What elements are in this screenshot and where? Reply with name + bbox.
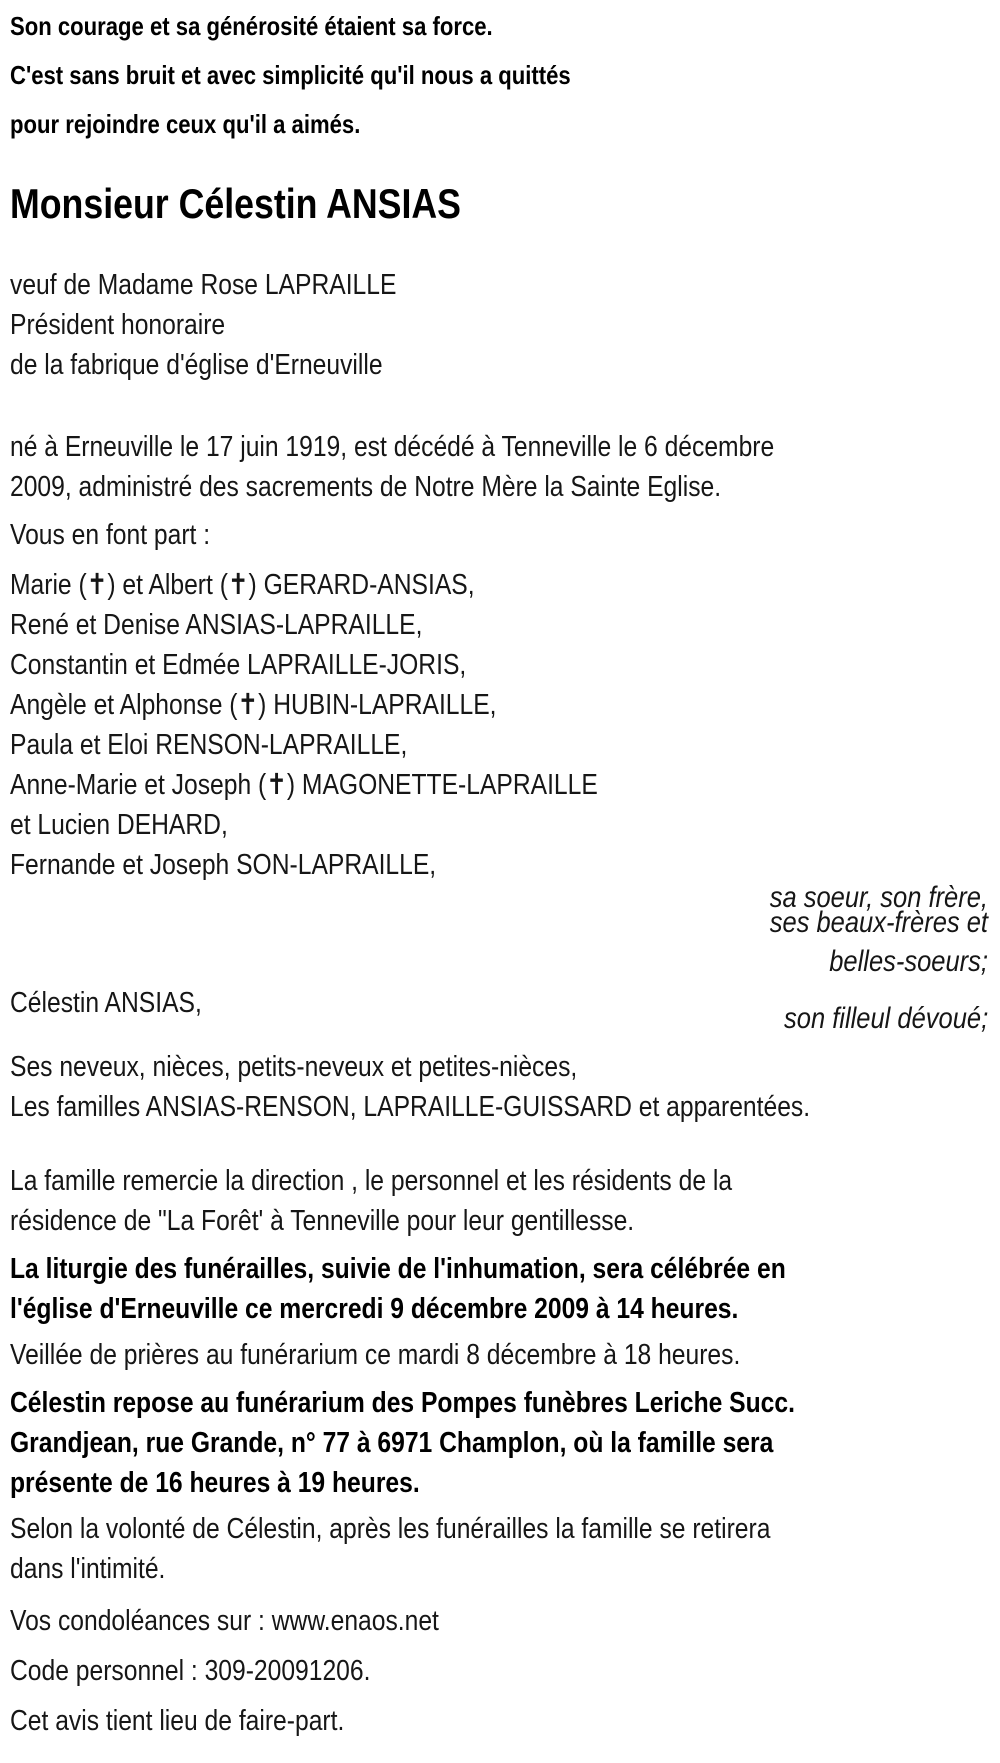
repose-line: Grandjean, rue Grande, n° 77 à 6971 Champlon, où la famille sera: [10, 1427, 774, 1459]
life-line: né à Erneuville le 17 juin 1919, est décédé à Tenneville le 6 décembre: [10, 431, 775, 463]
vigil-line: Veillée de prières au funérarium ce mardi 8 décembre à 18 heures.: [10, 1339, 741, 1371]
life-line: 2009, administré des sacrements de Notre Mère la Sainte Eglise.: [10, 471, 722, 503]
vigil-paragraph: [10, 1335, 988, 1375]
godson-relation: son filleul dévoué;: [783, 1002, 988, 1035]
liturgy-line: l'église d'Erneuville ce mercredi 9 décembre 2009 à 14 heures.: [10, 1293, 739, 1325]
status-line: de la fabrique d'église d'Erneuville: [10, 349, 383, 381]
status-line: Président honoraire: [10, 309, 226, 341]
privacy-paragraph: [10, 1509, 988, 1589]
privacy-line: Selon la volonté de Célestin, après les funérailles la famille se retirera: [10, 1513, 771, 1545]
godson-name: Célestin ANSIAS,: [10, 987, 202, 1019]
epigraph-line: Son courage et sa générosité étaient sa force.: [10, 11, 493, 41]
epigraph-line: pour rejoindre ceux qu'il a aimés.: [10, 109, 361, 139]
family-line: et Lucien DEHARD,: [10, 809, 228, 841]
notice-paragraph: [10, 1701, 988, 1741]
relation-line: belles-soeurs;: [829, 945, 988, 978]
personal-code-paragraph: [10, 1651, 988, 1691]
family-line: Anne-Marie et Joseph (✝) MAGONETTE-LAPRAILLE: [10, 769, 598, 801]
family-list: [10, 565, 988, 885]
birth-death-info: [10, 427, 988, 507]
thanks-line: La famille remercie la direction , le personnel et les résidents de la: [10, 1165, 733, 1197]
other-family-line: Les familles ANSIAS-RENSON, LAPRAILLE-GUISSARD et apparentées.: [10, 1091, 811, 1123]
family-line: Marie (✝) et Albert (✝) GERARD-ANSIAS,: [10, 569, 475, 601]
other-family-line: Ses neveux, nièces, petits-neveux et petites-nièces,: [10, 1051, 578, 1083]
family-line: Paula et Eloi RENSON-LAPRAILLE,: [10, 729, 408, 761]
epigraph-line: C'est sans bruit et avec simplicité qu'il nous a quittés: [10, 60, 571, 90]
notice-line: Cet avis tient lieu de faire-part.: [10, 1705, 345, 1737]
relationship-note: [10, 881, 988, 978]
family-line: Fernande et Joseph SON-LAPRAILLE,: [10, 849, 437, 881]
deceased-status: [10, 265, 988, 385]
announcement-intro: [10, 515, 988, 555]
relation-line: sa soeur, son frère,: [769, 881, 988, 914]
family-line: Angèle et Alphonse (✝) HUBIN-LAPRAILLE,: [10, 689, 497, 721]
repose-line: présente de 16 heures à 19 heures.: [10, 1467, 420, 1499]
repose-line: Célestin repose au funérarium des Pompes funèbres Leriche Succ.: [10, 1387, 795, 1419]
repose-paragraph: [10, 1383, 988, 1503]
condolences-line: Vos condoléances sur : www.enaos.net: [10, 1605, 439, 1637]
godson-row: [10, 983, 988, 1035]
epigraph: [10, 2, 988, 149]
condolences-paragraph: [10, 1601, 988, 1641]
thanks-paragraph: [10, 1161, 988, 1241]
relation-line: ses beaux-frères et: [769, 906, 988, 939]
status-line: veuf de Madame Rose LAPRAILLE: [10, 269, 397, 301]
privacy-line: dans l'intimité.: [10, 1553, 166, 1585]
intro-line: Vous en font part :: [10, 519, 211, 551]
thanks-line: résidence de "La Forêt' à Tenneville pour leur gentillesse.: [10, 1205, 635, 1237]
family-line: Constantin et Edmée LAPRAILLE-JORIS,: [10, 649, 467, 681]
deceased-name-title: Monsieur Célestin ANSIAS: [10, 180, 461, 227]
other-family: [10, 1047, 988, 1127]
personal-code-line: Code personnel : 309-20091206.: [10, 1655, 371, 1687]
family-line: René et Denise ANSIAS-LAPRAILLE,: [10, 609, 423, 641]
liturgy-line: La liturgie des funérailles, suivie de l'inhumation, sera célébrée en: [10, 1253, 786, 1285]
funeral-liturgy-paragraph: [10, 1249, 988, 1329]
